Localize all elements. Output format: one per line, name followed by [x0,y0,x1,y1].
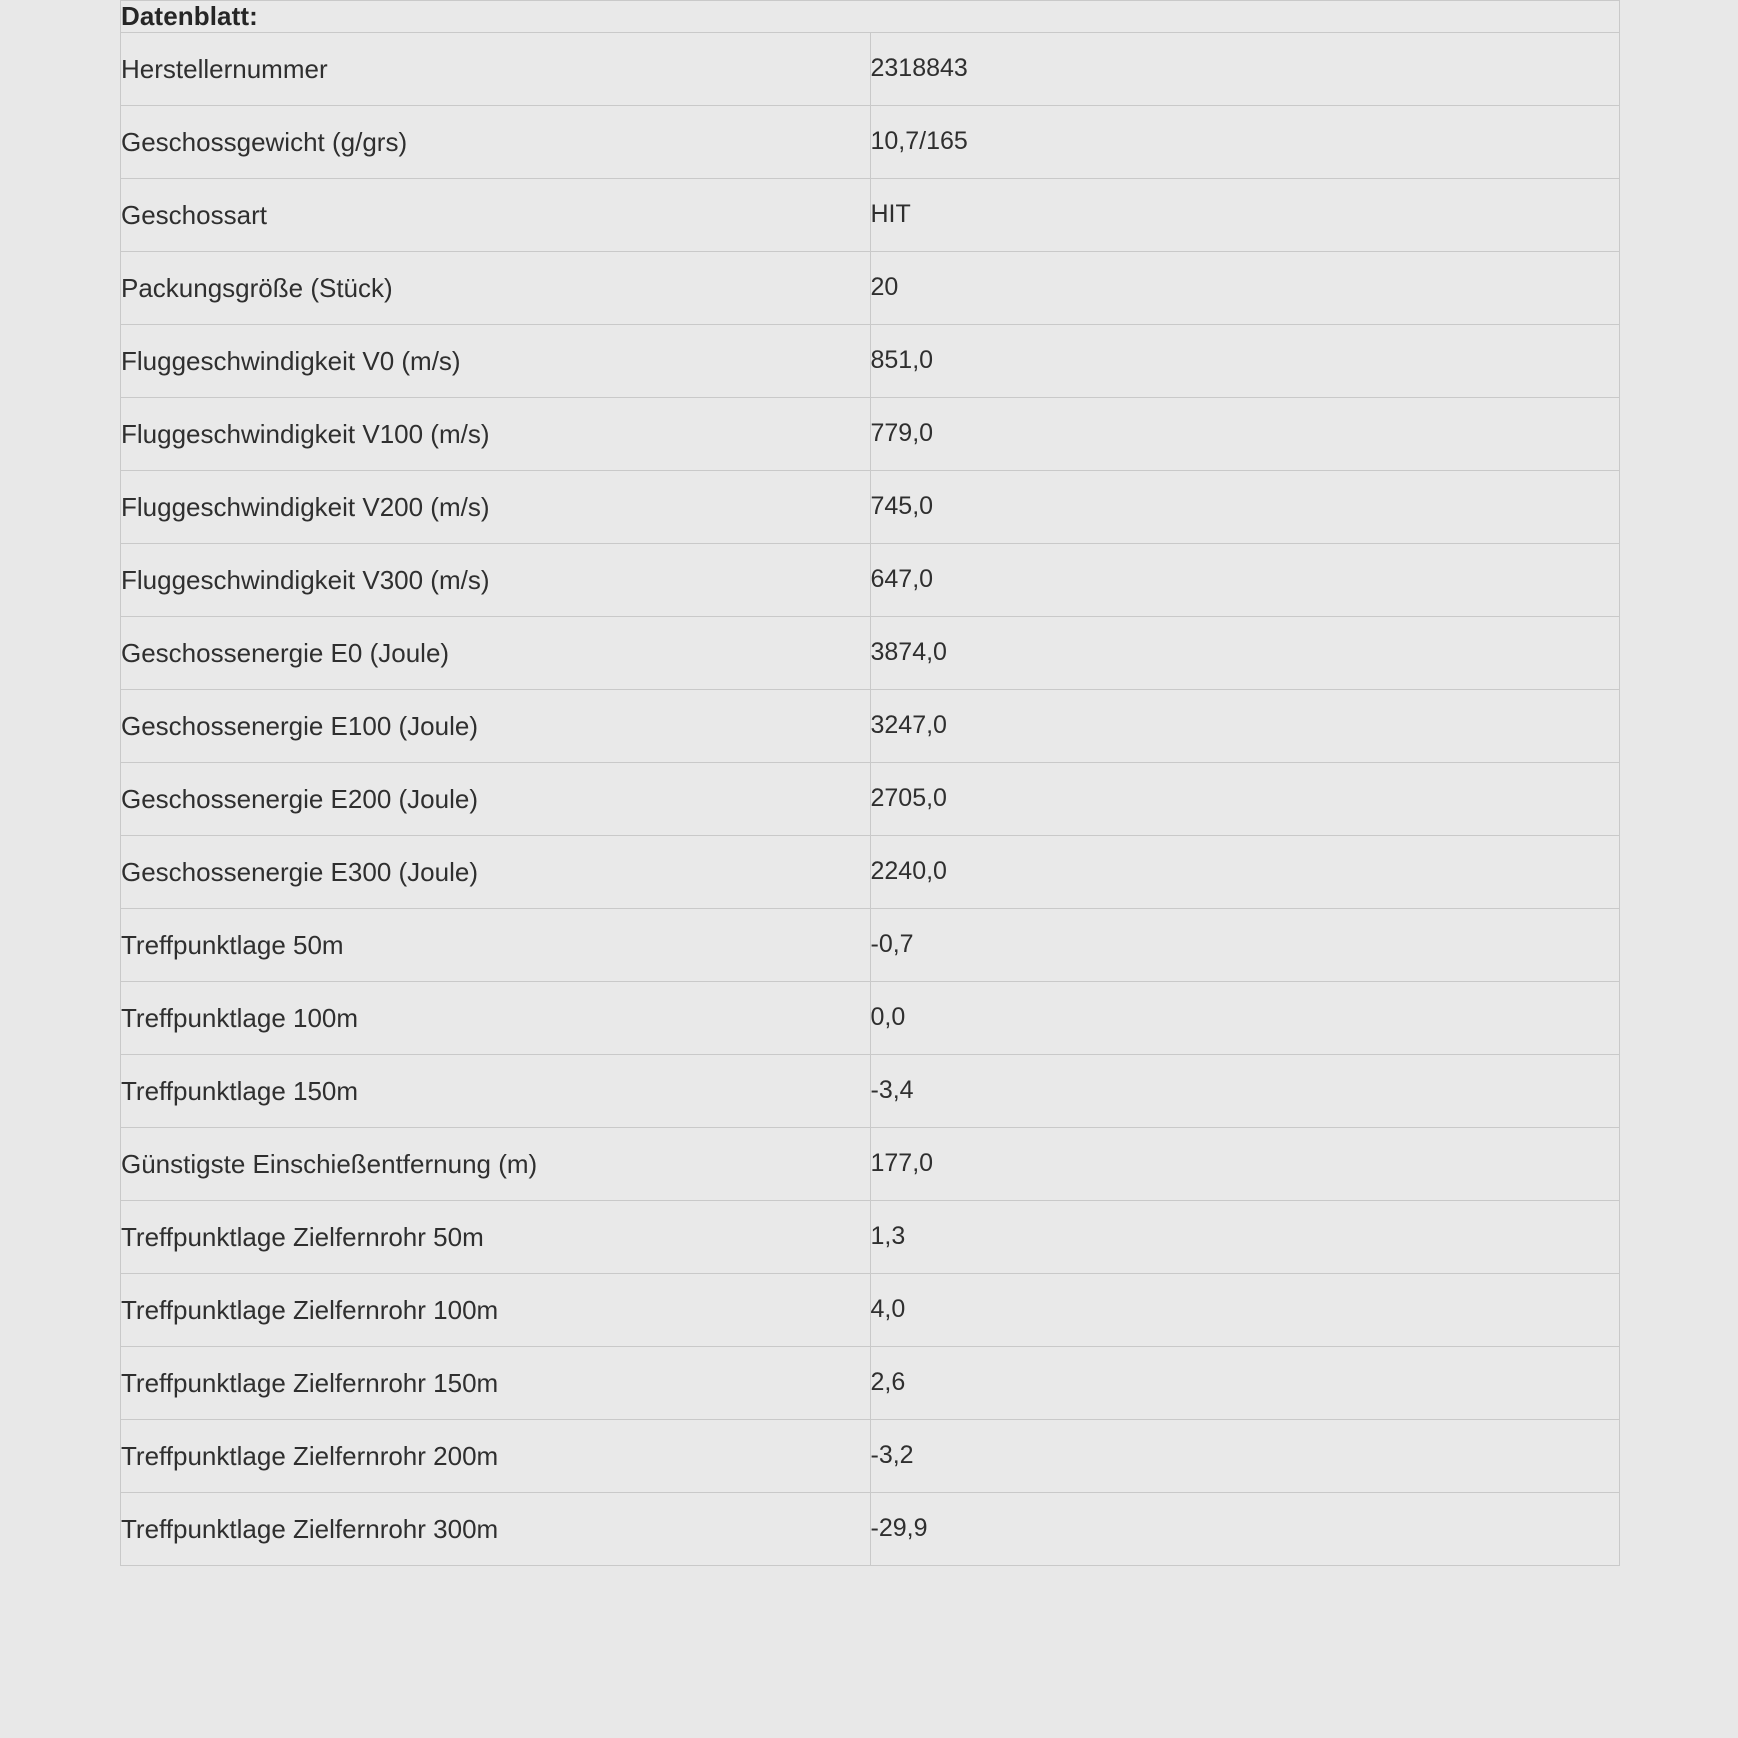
table-row [121,836,1620,909]
table-row [121,1347,1620,1420]
row-label: Treffpunktlage 150m [121,1055,871,1128]
row-label: Geschossenergie E200 (Joule) [121,763,871,836]
row-label: Treffpunktlage Zielfernrohr 100m [121,1274,871,1347]
table-row [121,1420,1620,1493]
row-label: Treffpunktlage 50m [121,909,871,982]
table-row [121,763,1620,836]
table-row [121,1128,1620,1201]
row-label: Geschossenergie E100 (Joule) [121,690,871,763]
row-label: Treffpunktlage Zielfernrohr 50m [121,1201,871,1274]
row-value: 177,0 [870,1128,1620,1201]
row-value: 3247,0 [870,690,1620,763]
row-value: 3874,0 [870,617,1620,690]
table-row [121,1201,1620,1274]
datasheet-table [120,0,1620,1566]
datasheet-container [120,0,1620,1566]
table-row [121,325,1620,398]
row-value: 0,0 [870,982,1620,1055]
row-value: -3,2 [870,1420,1620,1493]
row-value: 647,0 [870,544,1620,617]
row-label: Fluggeschwindigkeit V100 (m/s) [121,398,871,471]
row-value: -29,9 [870,1493,1620,1566]
row-value: 20 [870,252,1620,325]
table-row [121,690,1620,763]
row-label: Treffpunktlage Zielfernrohr 150m [121,1347,871,1420]
row-label: Geschossgewicht (g/grs) [121,106,871,179]
row-value: -0,7 [870,909,1620,982]
row-label: Geschossenergie E300 (Joule) [121,836,871,909]
table-row [121,982,1620,1055]
table-row [121,1274,1620,1347]
row-label: Treffpunktlage 100m [121,982,871,1055]
table-row [121,179,1620,252]
table-row [121,106,1620,179]
row-value: 2705,0 [870,763,1620,836]
table-row [121,252,1620,325]
row-value: 1,3 [870,1201,1620,1274]
row-label: Fluggeschwindigkeit V300 (m/s) [121,544,871,617]
row-label: Geschossenergie E0 (Joule) [121,617,871,690]
table-row [121,471,1620,544]
row-value: 851,0 [870,325,1620,398]
row-value: -3,4 [870,1055,1620,1128]
row-label: Treffpunktlage Zielfernrohr 200m [121,1420,871,1493]
datasheet-title: Datenblatt: [121,1,1620,33]
row-label: Herstellernummer [121,33,871,106]
table-row [121,544,1620,617]
row-value: 2318843 [870,33,1620,106]
table-row [121,398,1620,471]
row-label: Fluggeschwindigkeit V0 (m/s) [121,325,871,398]
row-value: 779,0 [870,398,1620,471]
row-value: 10,7/165 [870,106,1620,179]
row-label: Günstigste Einschießentfernung (m) [121,1128,871,1201]
row-value: 4,0 [870,1274,1620,1347]
table-row [121,1055,1620,1128]
table-row [121,1493,1620,1566]
table-row [121,33,1620,106]
datasheet-title-row [121,1,1620,33]
row-value: 2240,0 [870,836,1620,909]
table-row [121,909,1620,982]
row-value: 745,0 [870,471,1620,544]
row-value: 2,6 [870,1347,1620,1420]
row-label: Fluggeschwindigkeit V200 (m/s) [121,471,871,544]
row-label: Packungsgröße (Stück) [121,252,871,325]
datasheet-body [121,1,1620,1566]
row-label: Treffpunktlage Zielfernrohr 300m [121,1493,871,1566]
table-row [121,617,1620,690]
row-label: Geschossart [121,179,871,252]
row-value: HIT [870,179,1620,252]
